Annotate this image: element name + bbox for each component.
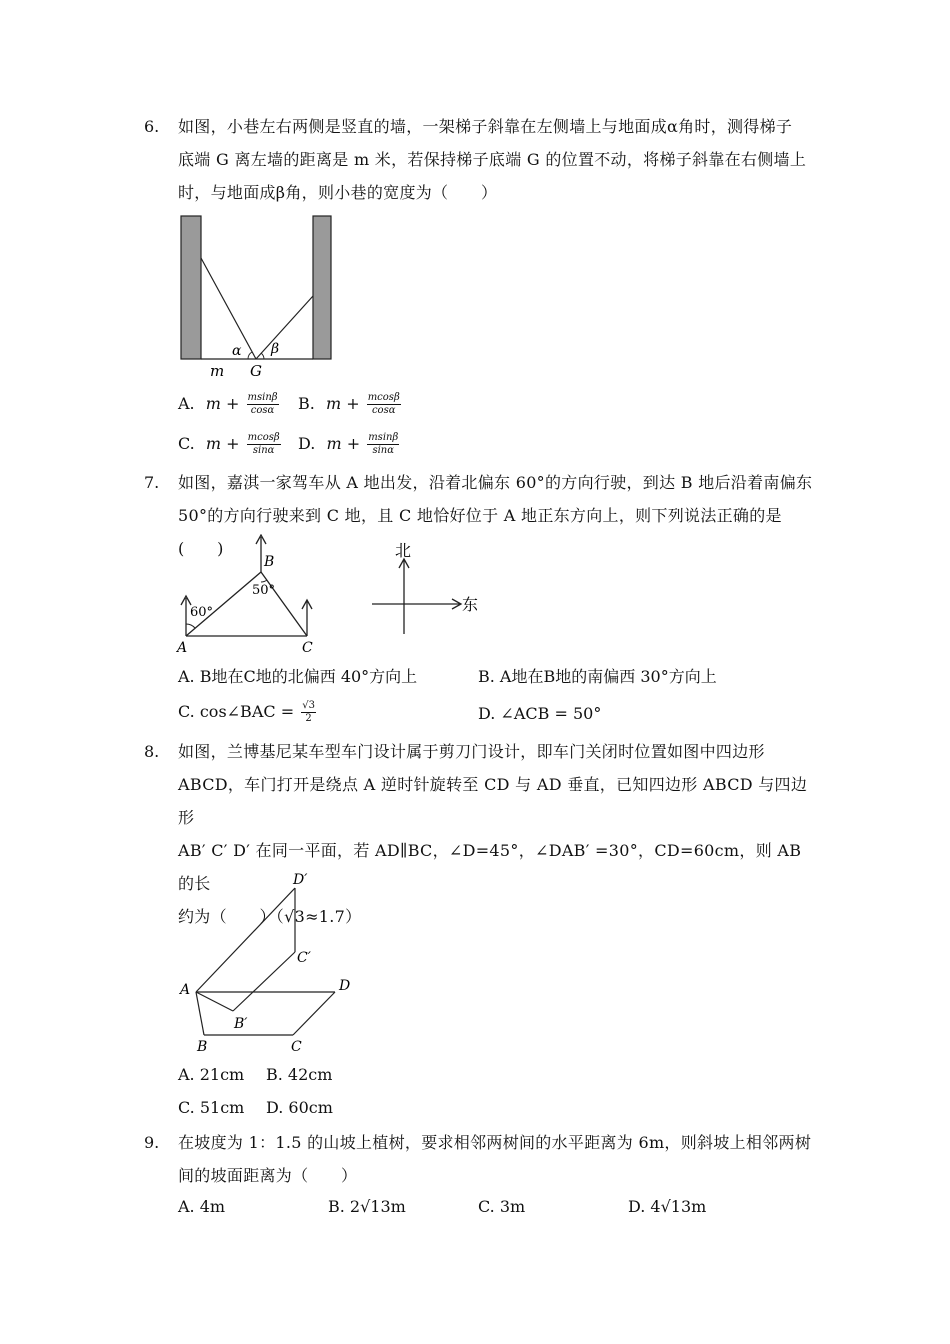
question-number: 7. <box>144 473 160 492</box>
beta-arc <box>261 353 264 359</box>
q6-option-d[interactable]: D. m + $\frac{msin\beta}{\sin\alpha}$ <box>298 432 399 456</box>
q9-option-b[interactable]: B. 2√13m <box>328 1197 406 1216</box>
segment-bc <box>261 572 307 636</box>
question-line: AB′ C′ D′ 在同一平面，若 AD∥BC，∠D=45°，∠DAB′ =30°，CD=60cm，则 AB 的长 <box>178 841 802 893</box>
question-line: 如图，小巷左右两侧是竖直的墙，一架梯子斜靠在左侧墙上与地面成α角时，测得梯子 <box>178 117 793 136</box>
question-line: 时，与地面成β角，则小巷的宽度为（ ） <box>178 183 498 202</box>
label-c1: C′ <box>297 950 311 966</box>
left-wall <box>181 216 201 359</box>
question-number: 8. <box>144 742 160 761</box>
q7-option-c[interactable]: C. cos∠BAC = $\frac{√3}{2}$ <box>178 700 315 724</box>
q7-option-d[interactable]: D. ∠ACB = 50° <box>478 704 602 723</box>
north-label: 北 <box>395 541 412 560</box>
segment-ab1 <box>196 992 233 1011</box>
label-a: A <box>177 640 188 656</box>
label-b: B <box>264 554 275 570</box>
label-b1: B′ <box>234 1016 248 1032</box>
question-line: 如图，嘉淇一家驾车从 A 地出发，沿着北偏东 60°的方向行驶，到达 B 地后沿着南偏东 <box>178 473 813 492</box>
question-text <box>178 1126 814 1192</box>
label-b: B <box>197 1039 208 1055</box>
question-line: 50°的方向行驶来到 C 地，且 C 地恰好位于 A 地正东方向上，则下列说法正确的是( ) <box>178 506 782 558</box>
q9-option-c[interactable]: C. 3m <box>478 1197 526 1216</box>
question-line: 间的坡面距离为（ ） <box>178 1166 358 1185</box>
q6-option-b[interactable]: B. m + $\frac{mcos\beta}{\cos\alpha}$ <box>298 392 400 416</box>
alpha-label: α <box>232 343 242 359</box>
q8-option-a[interactable]: A. 21cm <box>178 1065 245 1084</box>
left-ladder <box>201 258 256 359</box>
label-c: C <box>291 1039 302 1055</box>
q6-ladder-figure <box>176 212 341 382</box>
q6-option-a[interactable]: A. m + $\frac{msin\beta}{\cos\alpha}$ <box>178 392 278 416</box>
q7-option-b[interactable]: B. A地在B地的南偏西 30°方向上 <box>478 667 717 686</box>
label-50: 50° <box>252 583 276 598</box>
q8-option-b[interactable]: B. 42cm <box>266 1065 333 1084</box>
segment-c1b1 <box>233 952 295 1011</box>
question-line: 在坡度为 1：1.5 的山坡上植树，要求相邻两树间的水平距离为 6m，则斜坡上相邻两树 <box>178 1133 812 1152</box>
m-label: m <box>210 362 225 380</box>
question-line: 如图，兰博基尼某车型车门设计属于剪刀门设计，即车门关闭时位置如图中四边形 <box>178 742 765 761</box>
angle-50-arc <box>261 580 267 582</box>
q7-option-a[interactable]: A. B地在C地的北偏西 40°方向上 <box>178 667 418 686</box>
q7-route-figure <box>172 534 502 659</box>
segment-ab <box>196 992 204 1035</box>
segment-ad1 <box>196 888 295 992</box>
east-label: 东 <box>462 595 479 614</box>
q9-option-a[interactable]: A. 4m <box>178 1197 226 1216</box>
q6-option-c[interactable]: C. m + $\frac{mcos\beta}{\sin\alpha}$ <box>178 432 280 456</box>
q8-option-c[interactable]: C. 51cm <box>178 1098 245 1117</box>
angle-60-arc <box>186 624 195 628</box>
right-wall <box>313 216 331 359</box>
question-line: 约为（ ）（√3≈1.7） <box>178 907 362 926</box>
label-d: D <box>339 978 351 994</box>
label-c: C <box>302 640 313 656</box>
label-60: 60° <box>190 605 214 620</box>
alpha-arc <box>248 352 252 359</box>
g-label: G <box>250 362 262 380</box>
q8-option-d[interactable]: D. 60cm <box>266 1098 333 1117</box>
question-text <box>178 110 814 209</box>
question-number: 6. <box>144 117 160 136</box>
label-d1: D′ <box>293 872 308 888</box>
segment-cd <box>293 992 335 1035</box>
q8-door-figure <box>175 868 360 1058</box>
question-6 <box>144 110 814 209</box>
right-ladder <box>256 296 313 359</box>
question-line: ABCD，车门打开是绕点 A 逆时针旋转至 CD 与 AD 垂直，已知四边形 ABCD 与四边形 <box>178 775 808 827</box>
beta-label: β <box>271 341 280 357</box>
question-9 <box>144 1126 814 1192</box>
question-number: 9. <box>144 1133 160 1152</box>
segment-ab <box>186 572 261 636</box>
question-line: 底端 G 离左墙的距离是 m 米，若保持梯子底端 G 的位置不动，将梯子斜靠在右侧墙上 <box>178 150 807 169</box>
label-a: A <box>180 982 191 998</box>
q9-option-d[interactable]: D. 4√13m <box>628 1197 707 1216</box>
